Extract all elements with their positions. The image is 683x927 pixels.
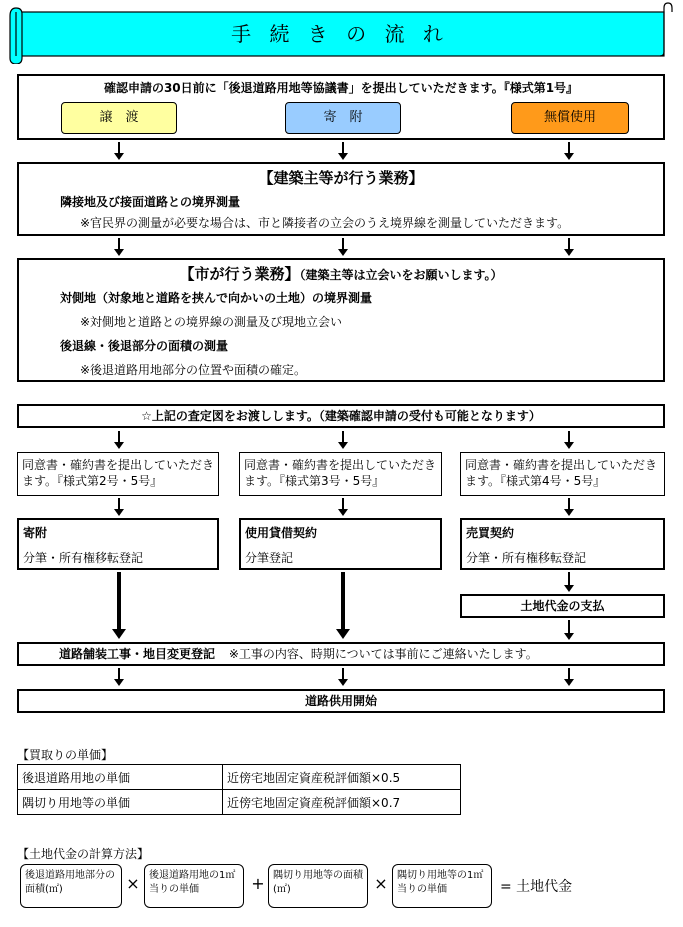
paving-label: 道路舗装工事・地目変更登記 [59,647,216,661]
calc-result: = 土地代金 [500,879,573,895]
price-table [17,764,461,815]
city-line3: 後退線・後退部分の面積の測量 [60,339,229,353]
doc-box-sale: 同意書・確約書を提出していただきます。『様式第4号・5号』 [460,452,665,496]
arrow-down [342,668,344,680]
arrow-down [568,668,570,680]
builder-line2: ※官民界の測量が必要な場合は、市と隣接者の立会のうえ境界線を測量していただきます。 [80,216,570,230]
calc-operator: × [374,874,388,893]
doc-box-loan: 同意書・確約書を提出していただきます。『様式第3号・5号』 [239,452,442,496]
city-heading-row [20,263,662,284]
city-heading: 【市が行う業務】 [179,265,300,283]
arrow-down [118,431,120,443]
builder-heading: 【建築主等が行う業務】 [258,169,424,187]
arrow-down [568,431,570,443]
thick-arrow-down [117,572,121,630]
option-free-use: 無償使用 [511,102,629,134]
calc-operator: + [251,874,265,893]
arrow-down [568,142,570,154]
option-transfer: 譲 渡 [61,102,177,134]
registration-label: 分筆・所有権移転登記 [466,551,587,565]
option-donation: 寄 附 [285,102,401,134]
road-open-box: 道路供用開始 [17,689,665,713]
calc-term: 後退道路用地部分の面積(㎡) [20,864,122,908]
contract-label: 売買契約 [466,526,515,540]
calc-heading: 【土地代金の計算方法】 [17,847,150,861]
page-title: 手 続 き の 流 れ [231,22,449,46]
doc-box-donation: 同意書・確約書を提出していただきます。『様式第2号・5号』 [17,452,219,496]
city-line1: 対側地（対象地と道路を挟んで向かいの土地）の境界測量 [60,291,373,305]
arrow-down [342,498,344,510]
arrow-down [342,142,344,154]
contract-box-sale [460,518,665,570]
contract-box-loan [239,518,442,570]
contract-label: 使用貸借契約 [245,526,318,540]
table-row [18,790,461,815]
calc-term: 隅切り用地等の1㎡当りの単価 [392,864,492,908]
arrow-down [118,498,120,510]
arrow-down [118,142,120,154]
calc-term: 隅切り用地等の面積(㎡) [268,864,368,908]
contract-box-donation [17,518,219,570]
intro-text: 確認申請の30日前に「後退道路用地等協議書」を提出していただきます。『様式第1号』 [103,81,579,95]
builder-line1: 隣接地及び接面道路との境界測量 [60,195,241,209]
city-line4: ※後退道路用地部分の位置や面積の確定。 [80,363,307,377]
table-row [18,765,461,790]
arrow-down [118,668,120,680]
price-heading: 【買取りの単価】 [17,748,114,762]
city-line2: ※対側地と道路との境界線の測量及び現地立会い [80,315,343,329]
registration-label: 分筆登記 [245,551,294,565]
calc-term: 後退道路用地の1㎡当りの単価 [144,864,244,908]
arrow-down [118,238,120,250]
price-value: 近傍宅地固定資産税評価額×0.7 [223,790,461,815]
contract-label: 寄附 [23,526,48,540]
calc-operator: × [126,874,140,893]
arrow-down [568,572,570,586]
handover-box: ☆上記の査定図をお渡しします。（建築確認申請の受付も可能となります） [17,404,665,428]
arrow-down [342,238,344,250]
paving-note: ※工事の内容、時期については事前にご連絡いたします。 [228,647,538,661]
registration-label: 分筆・所有権移転登記 [23,551,144,565]
thick-arrow-down [341,572,345,630]
paving-box [17,642,665,666]
city-note: （建築主等は立会いをお願いします。） [299,268,503,282]
payment-box: 土地代金の支払 [460,594,665,618]
price-value: 近傍宅地固定資産税評価額×0.5 [223,765,461,790]
arrow-down [568,620,570,634]
price-item: 隅切り用地等の単価 [18,790,223,815]
arrow-down [568,238,570,250]
price-item: 後退道路用地の単価 [18,765,223,790]
arrow-down [568,498,570,510]
arrow-down [342,431,344,443]
